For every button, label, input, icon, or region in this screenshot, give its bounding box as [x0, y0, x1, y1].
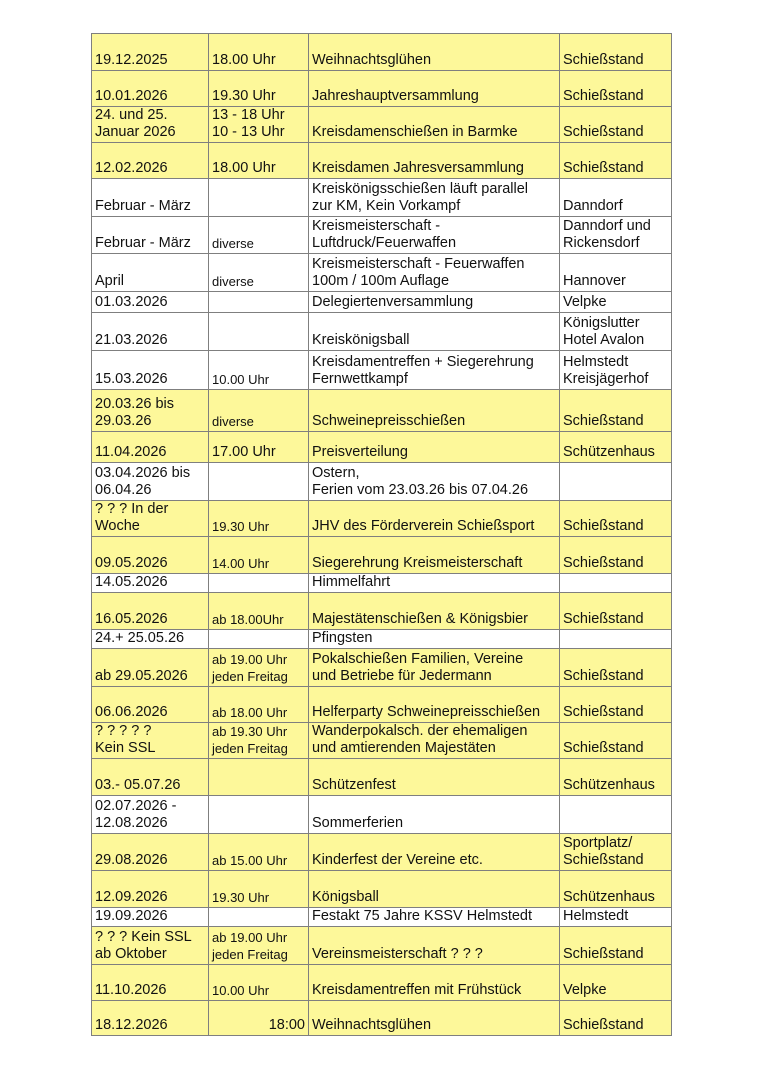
time-cell: diverse [209, 217, 309, 254]
location-cell: Danndorf und Rickensdorf [560, 217, 672, 254]
date-cell: 21.03.2026 [92, 313, 209, 351]
time-cell [209, 759, 309, 796]
event-cell: Weihnachtsglühen [309, 34, 560, 71]
date-cell: 29.08.2026 [92, 834, 209, 871]
event-row [92, 871, 672, 908]
event-row [92, 463, 672, 501]
event-row [92, 143, 672, 179]
location-cell: Schützenhaus [560, 759, 672, 796]
event-cell: Kreismeisterschaft - Luftdruck/Feuerwaffen [309, 217, 560, 254]
event-row [92, 687, 672, 723]
time-cell: 17.00 Uhr [209, 432, 309, 463]
event-row [92, 723, 672, 759]
event-row [92, 254, 672, 292]
event-cell: Schützenfest [309, 759, 560, 796]
event-cell: Majestätenschießen & Königsbier [309, 593, 560, 630]
event-row [92, 927, 672, 965]
location-cell: Schießstand [560, 723, 672, 759]
time-cell [209, 908, 309, 927]
time-cell: 19.30 Uhr [209, 71, 309, 107]
date-cell: 12.09.2026 [92, 871, 209, 908]
date-cell: Februar - März [92, 179, 209, 217]
event-cell: Siegerehrung Kreismeisterschaft [309, 537, 560, 574]
date-cell: 12.02.2026 [92, 143, 209, 179]
date-cell: ab 29.05.2026 [92, 649, 209, 687]
location-cell: Schießstand [560, 1001, 672, 1036]
event-row [92, 1001, 672, 1036]
date-cell: 10.01.2026 [92, 71, 209, 107]
date-cell: 11.10.2026 [92, 965, 209, 1001]
location-cell [560, 630, 672, 649]
event-cell: Sommerferien [309, 796, 560, 834]
event-row [92, 292, 672, 313]
location-cell: Schießstand [560, 71, 672, 107]
event-row [92, 759, 672, 796]
location-cell: Schießstand [560, 107, 672, 143]
event-cell: Vereinsmeisterschaft ? ? ? [309, 927, 560, 965]
location-cell: Velpke [560, 292, 672, 313]
event-cell: Jahreshauptversammlung [309, 71, 560, 107]
event-cell: Kreiskönigsball [309, 313, 560, 351]
location-cell [560, 796, 672, 834]
time-cell: ab 18.00Uhr [209, 593, 309, 630]
date-cell: 09.05.2026 [92, 537, 209, 574]
event-cell: Kreismeisterschaft - Feuerwaffen 100m / 100m Auflage [309, 254, 560, 292]
date-cell: ? ? ? In der Woche [92, 501, 209, 537]
location-cell: Schützenhaus [560, 432, 672, 463]
time-cell: ab 18.00 Uhr [209, 687, 309, 723]
time-cell: 18.00 Uhr [209, 34, 309, 71]
time-cell [209, 292, 309, 313]
event-row [92, 390, 672, 432]
date-cell: 14.05.2026 [92, 574, 209, 593]
event-row [92, 501, 672, 537]
location-cell: Sportplatz/ Schießstand [560, 834, 672, 871]
location-cell: Königslutter Hotel Avalon [560, 313, 672, 351]
time-cell: 18.00 Uhr [209, 143, 309, 179]
event-row [92, 351, 672, 390]
location-cell: Schützenhaus [560, 871, 672, 908]
event-cell: Himmelfahrt [309, 574, 560, 593]
event-row [92, 71, 672, 107]
event-row [92, 965, 672, 1001]
time-cell: 14.00 Uhr [209, 537, 309, 574]
event-cell: Weihnachtsglühen [309, 1001, 560, 1036]
event-cell: Delegiertenversammlung [309, 292, 560, 313]
event-row [92, 432, 672, 463]
time-cell: ab 19.00 Uhr jeden Freitag [209, 927, 309, 965]
location-cell: Schießstand [560, 390, 672, 432]
location-cell [560, 574, 672, 593]
date-cell: ? ? ? ? ? Kein SSL [92, 723, 209, 759]
date-cell: 03.04.2026 bis 06.04.26 [92, 463, 209, 501]
event-cell: Kinderfest der Vereine etc. [309, 834, 560, 871]
date-cell: 19.12.2025 [92, 34, 209, 71]
date-cell: ? ? ? Kein SSL ab Oktober [92, 927, 209, 965]
date-cell: Februar - März [92, 217, 209, 254]
location-cell: Schießstand [560, 537, 672, 574]
date-cell: 15.03.2026 [92, 351, 209, 390]
location-cell: Hannover [560, 254, 672, 292]
date-cell: 19.09.2026 [92, 908, 209, 927]
date-cell: 03.- 05.07.26 [92, 759, 209, 796]
time-cell: diverse [209, 390, 309, 432]
event-row [92, 574, 672, 593]
event-cell: Kreiskönigsschießen läuft parallel zur KM, Kein Vorkampf [309, 179, 560, 217]
event-row [92, 834, 672, 871]
date-cell: 24.+ 25.05.26 [92, 630, 209, 649]
event-row [92, 630, 672, 649]
location-cell: Schießstand [560, 927, 672, 965]
event-row [92, 796, 672, 834]
event-cell: JHV des Förderverein Schießsport [309, 501, 560, 537]
time-cell: diverse [209, 254, 309, 292]
event-cell: Schweinepreisschießen [309, 390, 560, 432]
time-cell: 18:00 [209, 1001, 309, 1036]
date-cell: 01.03.2026 [92, 292, 209, 313]
event-row [92, 313, 672, 351]
date-cell: April [92, 254, 209, 292]
time-cell [209, 796, 309, 834]
location-cell: Danndorf [560, 179, 672, 217]
date-cell: 11.04.2026 [92, 432, 209, 463]
location-cell: Schießstand [560, 501, 672, 537]
location-cell: Schießstand [560, 34, 672, 71]
time-cell: ab 15.00 Uhr [209, 834, 309, 871]
event-cell: Königsball [309, 871, 560, 908]
date-cell: 16.05.2026 [92, 593, 209, 630]
event-cell: Helferparty Schweinepreisschießen [309, 687, 560, 723]
date-cell: 24. und 25. Januar 2026 [92, 107, 209, 143]
event-row [92, 179, 672, 217]
event-row [92, 217, 672, 254]
location-cell: Helmstedt Kreisjägerhof [560, 351, 672, 390]
location-cell: Schießstand [560, 649, 672, 687]
event-row [92, 537, 672, 574]
event-cell: Preisverteilung [309, 432, 560, 463]
date-cell: 06.06.2026 [92, 687, 209, 723]
location-cell: Schießstand [560, 593, 672, 630]
event-cell: Festakt 75 Jahre KSSV Helmstedt [309, 908, 560, 927]
event-row [92, 34, 672, 71]
time-cell [209, 313, 309, 351]
time-cell: ab 19.30 Uhr jeden Freitag [209, 723, 309, 759]
event-row [92, 107, 672, 143]
time-cell: 10.00 Uhr [209, 351, 309, 390]
time-cell: 19.30 Uhr [209, 501, 309, 537]
location-cell: Velpke [560, 965, 672, 1001]
time-cell [209, 463, 309, 501]
date-cell: 18.12.2026 [92, 1001, 209, 1036]
event-row [92, 649, 672, 687]
event-cell: Pokalschießen Familien, Vereine und Betriebe für Jedermann [309, 649, 560, 687]
event-cell: Kreisdamen Jahresversammlung [309, 143, 560, 179]
event-cell: Pfingsten [309, 630, 560, 649]
time-cell: ab 19.00 Uhr jeden Freitag [209, 649, 309, 687]
event-schedule-body [92, 34, 672, 1036]
location-cell: Schießstand [560, 687, 672, 723]
event-cell: Kreisdamenschießen in Barmke [309, 107, 560, 143]
date-cell: 02.07.2026 - 12.08.2026 [92, 796, 209, 834]
event-cell: Ostern, Ferien vom 23.03.26 bis 07.04.26 [309, 463, 560, 501]
time-cell: 19.30 Uhr [209, 871, 309, 908]
time-cell [209, 179, 309, 217]
event-row [92, 593, 672, 630]
event-cell: Wanderpokalsch. der ehemaligen und amtierenden Majestäten [309, 723, 560, 759]
event-row [92, 908, 672, 927]
time-cell: 10.00 Uhr [209, 965, 309, 1001]
location-cell: Helmstedt [560, 908, 672, 927]
event-cell: Kreisdamentreffen mit Frühstück [309, 965, 560, 1001]
location-cell: Schießstand [560, 143, 672, 179]
date-cell: 20.03.26 bis 29.03.26 [92, 390, 209, 432]
event-cell: Kreisdamentreffen + Siegerehrung Fernwettkampf [309, 351, 560, 390]
time-cell [209, 574, 309, 593]
time-cell: 13 - 18 Uhr 10 - 13 Uhr [209, 107, 309, 143]
time-cell [209, 630, 309, 649]
event-schedule-table [91, 33, 672, 1036]
location-cell [560, 463, 672, 501]
